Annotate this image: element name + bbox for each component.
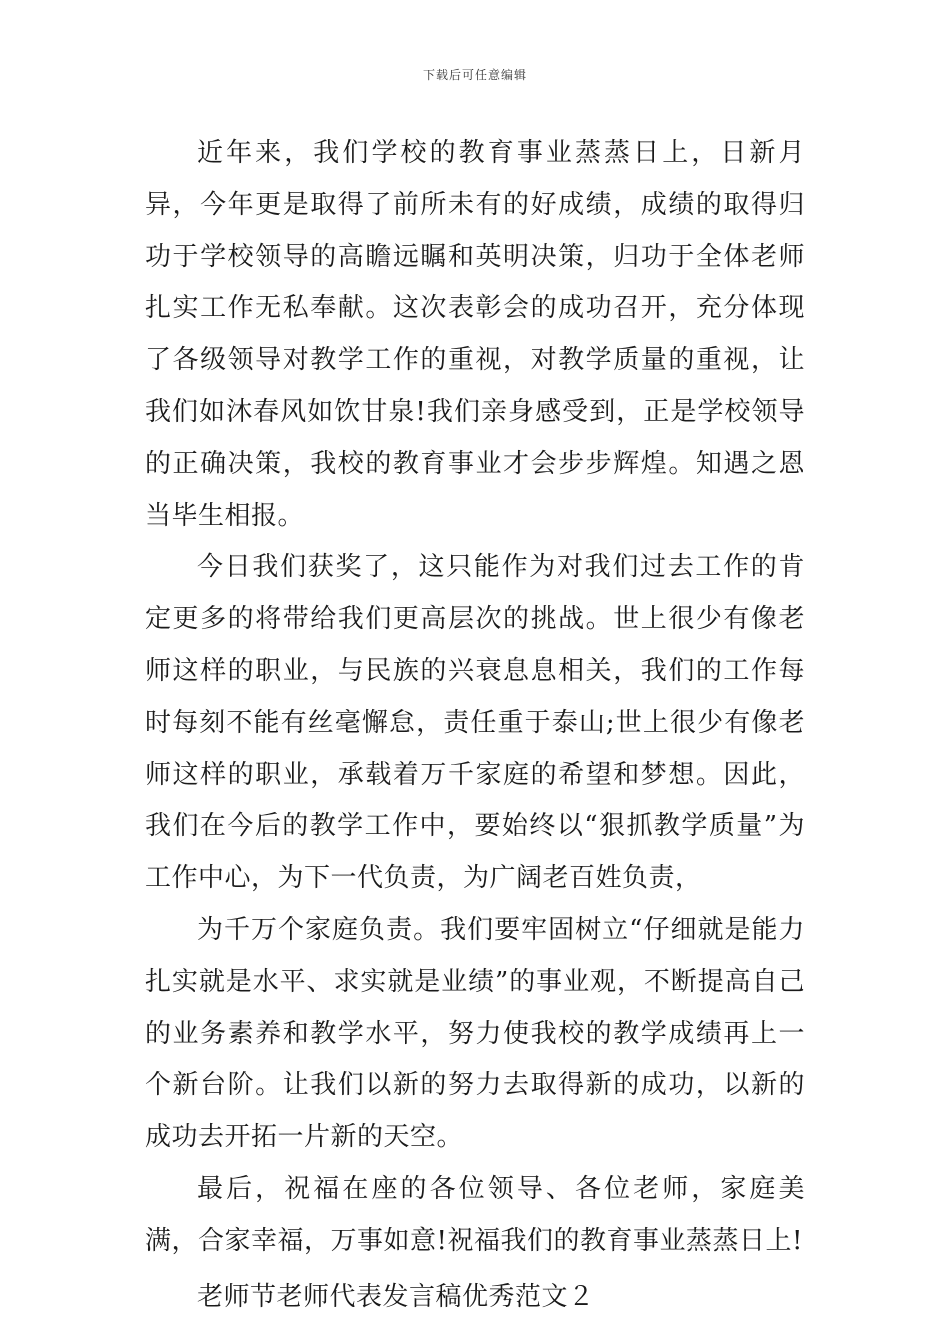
paragraph-2: 今日我们获奖了，这只能作为对我们过去工作的肯定更多的将带给我们更高层次的挑战。世上很少有像老师这样的职业，与民族的兴衰息息相关，我们的工作每时每刻不能有丝毫懈怠，责任重于泰山;世上很少有像老师这样的职业，承载着万千家庭的希望和梦想。因此，我们在今后的教学工作中，要始终以“狠抓教学质量”为工作中心，为下一代负责，为广阔老百姓负责， — [145, 552, 805, 894]
header-note: 下载后可任意编辑 — [422, 68, 527, 82]
paragraph-3: 为千万个家庭负责。我们要牢固树立“仔细就是能力扎实就是水平、求实就是业绩”的事业观，不断提高自己的业务素养和教学水平，努力使我校的教学成绩再上一个新台阶。让我们以新的努力去取得新的成功，以新的成功去开拓一片新的天空。 — [145, 914, 805, 1153]
paragraph-4: 最后，祝福在座的各位领导、各位老师，家庭美满，合家幸福，万事如意!祝福我们的教育事业蒸蒸日上! — [145, 1173, 805, 1256]
section-title: 老师节老师代表发言稿优秀范文２ — [197, 1281, 595, 1312]
paragraph-1: 近年来，我们学校的教育事业蒸蒸日上，日新月异，今年更是取得了前所未有的好成绩，成绩的取得归功于学校领导的高瞻远瞩和英明决策，归功于全体老师扎实工作无私奉献。这次表彰会的成功召开，充分体现了各级领导对教学工作的重视，对教学质量的重视，让我们如沐春风如饮甘泉!我们亲身感受到，正是学校领导的正确决策，我校的教育事业才会步步辉煌。知遇之恩当毕生相报。 — [145, 138, 805, 531]
document-body — [145, 128, 805, 1323]
